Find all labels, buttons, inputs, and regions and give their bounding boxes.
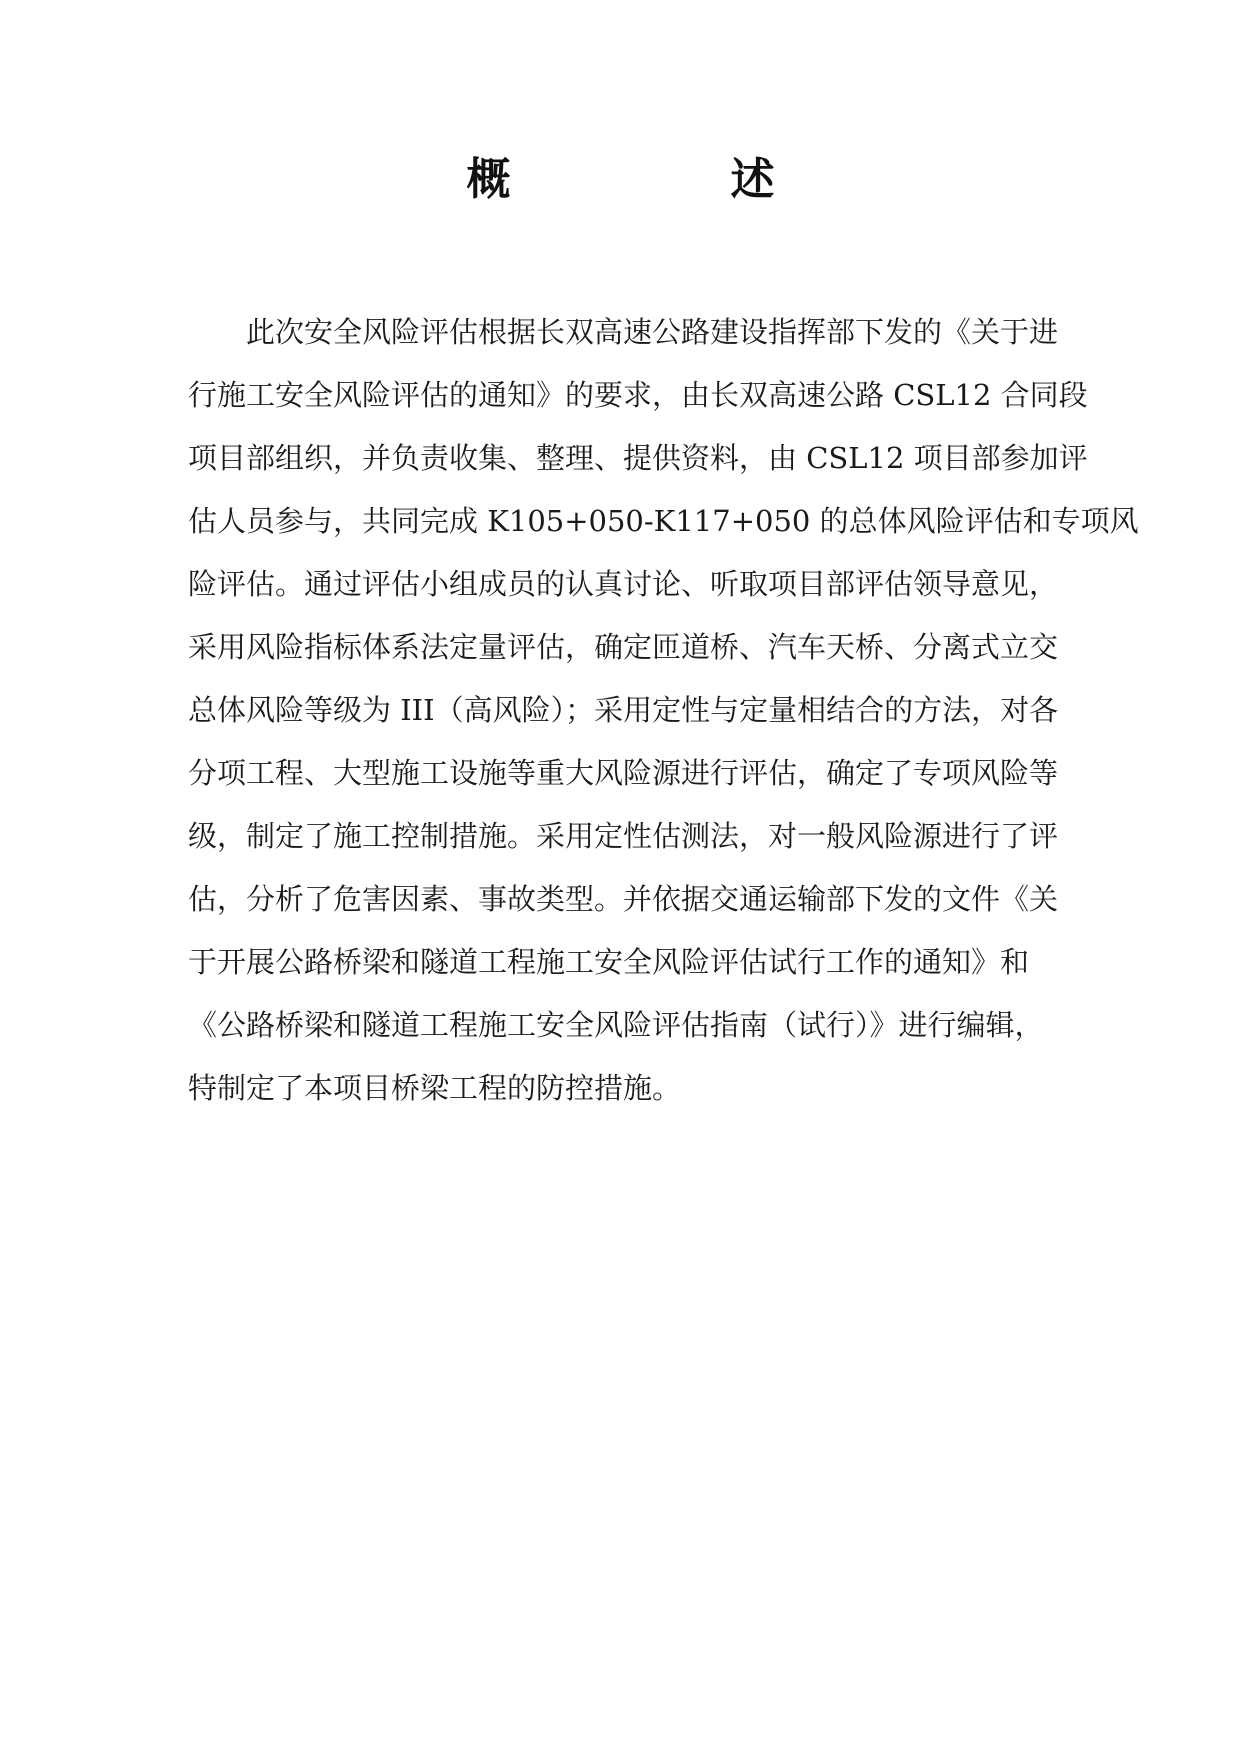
paragraph-line: 总体风险等级为 III（高风险）；采用定性与定量相结合的方法，对各 bbox=[188, 693, 1059, 727]
page-title: 概 述 bbox=[466, 154, 863, 205]
body-paragraph bbox=[188, 301, 1139, 1120]
paragraph-line: 项目部组织，并负责收集、整理、提供资料，由 CSL12 项目部参加评 bbox=[188, 441, 1088, 475]
paragraph-line: 此次安全风险评估根据长双高速公路建设指挥部下发的《关于进 bbox=[188, 315, 1059, 349]
paragraph-line: 估人员参与，共同完成 K105+050-K117+050 的总体风险评估和专项风 bbox=[188, 504, 1139, 538]
paragraph-line: 特制定了本项目桥梁工程的防控措施。 bbox=[188, 1071, 682, 1105]
paragraph-line: 于开展公路桥梁和隧道工程施工安全风险评估试行工作的通知》和 bbox=[188, 945, 1030, 979]
paragraph-line: 估，分析了危害因素、事故类型。并依据交通运输部下发的文件《关 bbox=[188, 882, 1059, 916]
paragraph-line: 级，制定了施工控制措施。采用定性估测法，对一般风险源进行了评 bbox=[188, 819, 1059, 853]
paragraph-line: 采用风险指标体系法定量评估，确定匝道桥、汽车天桥、分离式立交 bbox=[188, 630, 1059, 664]
paragraph-line: 分项工程、大型施工设施等重大风险源进行评估，确定了专项风险等 bbox=[188, 756, 1059, 790]
paragraph-line: 《公路桥梁和隧道工程施工安全风险评估指南（试行）》进行编辑， bbox=[188, 1008, 1044, 1042]
paragraph-line: 行施工安全风险评估的通知》的要求，由长双高速公路 CSL12 合同段 bbox=[188, 378, 1088, 412]
paragraph-line: 险评估。通过评估小组成员的认真讨论、听取项目部评估领导意见， bbox=[188, 567, 1059, 601]
